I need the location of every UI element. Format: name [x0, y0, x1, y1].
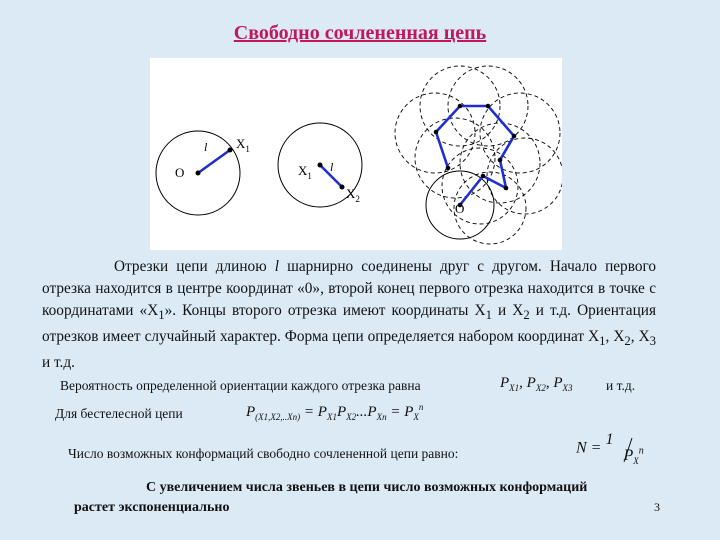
phantom-chain-text: Для бестелесной цепи: [55, 406, 183, 421]
panel-random-chain: [395, 66, 562, 244]
segment-label-2: l: [330, 160, 334, 174]
probability-suffix: и т.д.: [606, 378, 636, 393]
origin-label: O: [175, 165, 185, 180]
origin-label-3: O: [455, 201, 465, 216]
phantom-chain-formula: $P_{(X1,X2,..Xn)} = P_{X1}P_{X2}...P_{Xn} = P_X^n$: [246, 402, 424, 422]
end-point-label: $X_1$: [236, 136, 250, 154]
description-paragraph: Отрезки цепи длиною l шарнирно соединены друг с другом. Начало первого отрезка находится в центре координат «0», второй конец первого отрезка находится в точке с координатами «$X_1$». Концы второго отрезка имеют координаты $X_1$ и $X_2$ и т.д. Ориентация отрезков имеет случайный характер. Форма цепи определяется набором координат $X_1$, $X_2$, $X_3$ и т.д.: [42, 258, 657, 372]
conformations-formula: N = 1 $P_X^n$: [576, 431, 644, 467]
conclusion-line-1: С увеличением числа звеньев в цепи число возможных конформаций: [146, 480, 588, 495]
conformations-text: Число возможных конформаций свободно сочлененной цепи равно:: [68, 446, 459, 461]
panel-second-segment: [278, 123, 362, 207]
slide-title: Свободно сочлененная цепь: [233, 22, 487, 44]
chain-diagram: [150, 58, 562, 250]
conclusion-line-2: растет экспоненциально: [74, 500, 230, 515]
page-number: 3: [654, 500, 660, 514]
start-point-label: $X_1$: [298, 163, 312, 181]
probability-text: Вероятность определенной ориентации каждого отрезка равна: [60, 378, 421, 393]
chain-figure: [150, 58, 562, 250]
segment-label: l: [204, 140, 208, 154]
end-point-label-2: $X_2$: [346, 186, 360, 204]
panel-single-segment: [156, 131, 250, 215]
probability-formula: $P_{X1}$, $P_{X2}$, $P_{X3}$: [500, 375, 573, 393]
